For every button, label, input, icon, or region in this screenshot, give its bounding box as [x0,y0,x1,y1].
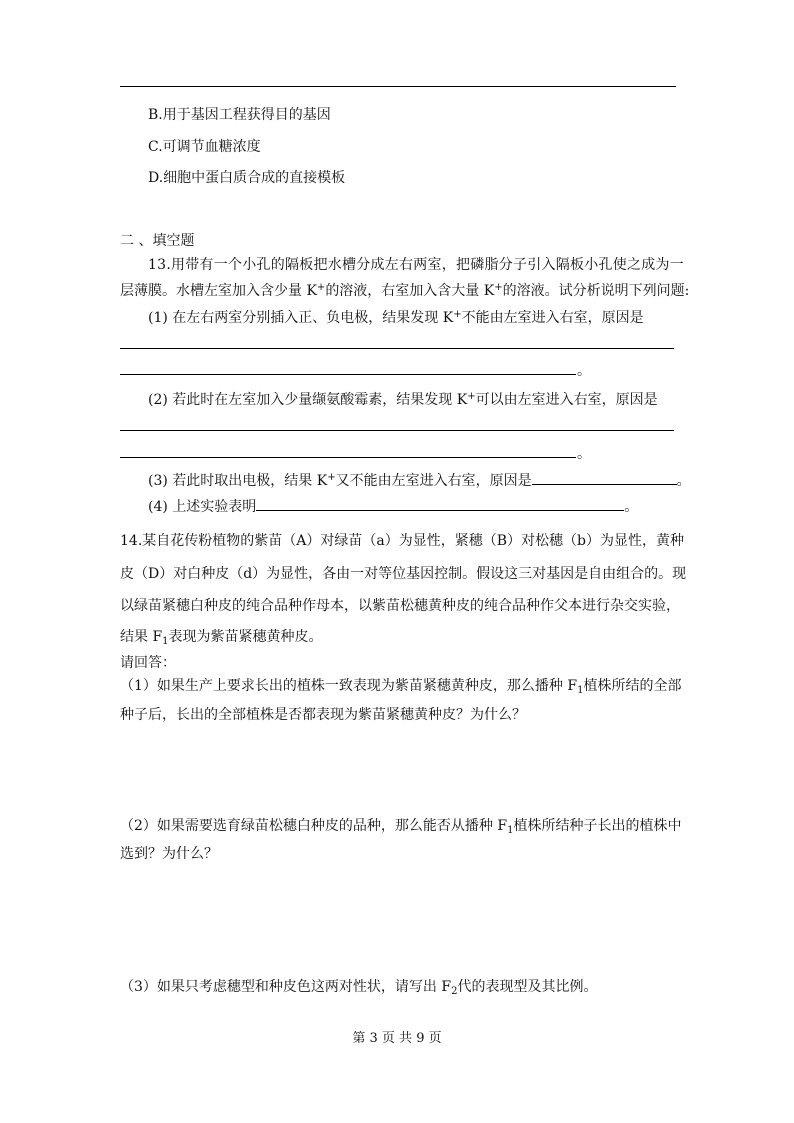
option-b: B.用于基因工程获得目的基因 [148,107,331,123]
q14-sub3-text: （3）如果只考虑穗型和种皮色这两对性状，请写出 F [120,979,452,995]
answer-line[interactable] [120,348,674,349]
q14-sub1-line1 [120,675,681,695]
subscript-2: 2 [451,986,458,997]
q13-part3-text-b: 又不能由左室进入右室，原因是 [335,473,532,489]
q13-line2-part-a: 层薄膜。水槽左室加入含少量 K [120,283,317,299]
period: 。 [577,446,591,462]
section-title: 二 、填空题 [120,233,195,249]
answer-line[interactable] [120,374,576,375]
q13-line2-part-b: 的溶液，右室加入含大量 K [325,283,495,299]
q14-sub2-text: （2）如果需要选育绿苗松穗白种皮的品种，那么能否从播种 F [120,818,508,834]
answer-blank[interactable] [256,496,624,511]
q13-part1 [148,307,644,327]
q13-part1-text-b: 不能由左室进入右室，原因是 [461,310,644,326]
q13-line2 [120,280,689,300]
q14-sub3 [120,976,597,996]
k-plus-sup: + [494,282,503,293]
q13-part4 [148,496,638,516]
q13-part2-text: (2) 若此时在左室加入少量缬氨酸霉素，结果发现 K [148,392,468,408]
subscript-1: 1 [577,685,584,696]
q14-line1: 14.某自花传粉植物的紫苗（A）对绿苗（a）为显性，紧穗（B）对松穗（b）为显性，黄种 [120,533,684,549]
k-plus-sup: + [327,472,336,483]
answer-line[interactable] [120,430,674,431]
q13-part3-text: (3) 若此时取出电极，结果 K [148,473,328,489]
page-footer: 第 3 页 共 9 页 [352,1031,442,1046]
period: 。 [624,499,639,515]
option-d: D.细胞中蛋白质合成的直接模板 [148,170,346,186]
answer-blank[interactable] [532,470,677,485]
q14-line4-part-b: 表现为紫苗紧穗黄种皮。 [168,629,323,645]
option-c: C.可调节血糖浓度 [148,139,261,155]
q13-part4-text: (4) 上述实验表明 [148,499,257,515]
q14-ask: 请回答： [120,655,176,671]
subscript-1: 1 [507,825,514,836]
q14-line4-part-a: 结果 F [120,629,163,645]
header-rule [120,86,676,87]
k-plus-sup: + [316,282,326,293]
answer-line[interactable] [120,457,576,458]
period: 。 [676,473,691,489]
q14-sub1-line2: 种子后，长出的全部植株是否都表现为紫苗紧穗黄种皮？为什么？ [120,707,526,723]
k-plus-sup: + [467,391,476,402]
q14-sub2-line2: 选到？为什么？ [120,846,218,862]
q14-sub2-text-b: 植株所结种子长出的植株中 [513,818,682,834]
q14-line2: 皮（D）对白种皮（d）为显性，各由一对等位基因控制。假设这三对基因是自由组合的。现 [120,566,687,582]
q13-part1-text: (1) 在左右两室分别插入正、负电极，结果发现 K [148,310,454,326]
q14-sub2-line1 [120,815,681,835]
k-plus-sup: + [453,309,462,320]
q13-part2 [148,389,658,409]
q14-sub3-text-b: 代的表现型及其比例。 [457,979,598,995]
period: 。 [577,363,591,379]
q14-sub1-text-b: 植株所结的全部 [583,678,682,694]
q13-line1: 13.用带有一个小孔的隔板把水槽分成左右两室，把磷脂分子引入隔板小孔使之成为一 [148,257,685,273]
q13-part2-text-b: 可以由左室进入右室，原因是 [475,392,658,408]
q14-line3: 以绿苗紧穗白种皮的纯合品种作母本，以紫苗松穗黄种皮的纯合品种作父本进行杂交实验， [120,598,680,614]
q13-part3 [148,470,691,490]
q14-sub1-text: （1）如果生产上要求长出的植株一致表现为紫苗紧穗黄种皮，那么播种 F [120,678,578,694]
q14-line4 [120,626,323,646]
subscript-1: 1 [162,636,169,647]
q13-line2-part-c: 的溶液。试分析说明下列问题: [502,283,690,299]
